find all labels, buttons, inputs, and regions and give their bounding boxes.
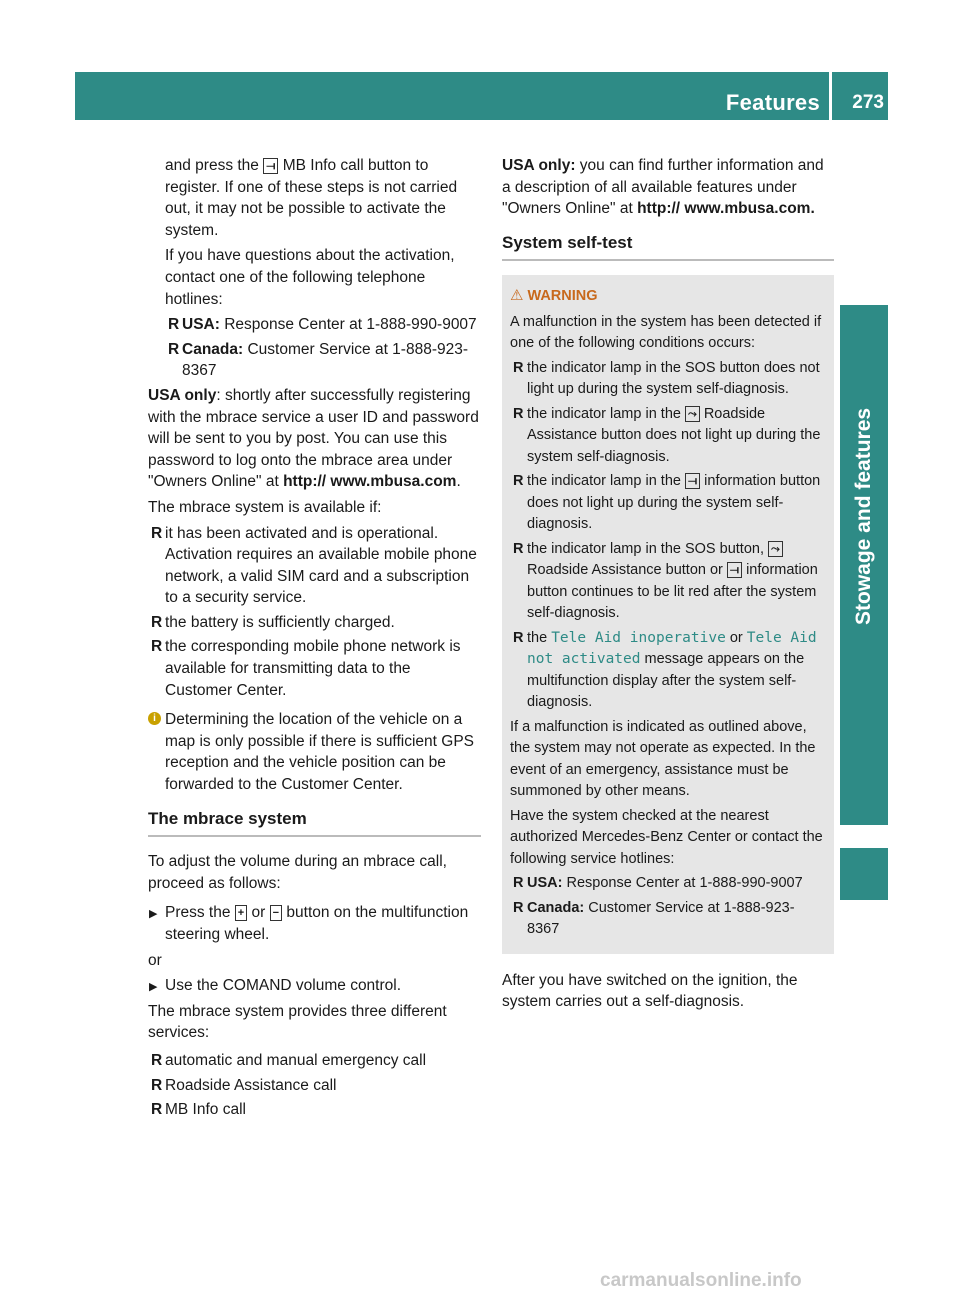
list-item: R the Tele Aid inoperative or Tele Aid not activated message appears on the multifunction display after the system self-diagnosis. (513, 629, 817, 711)
usa-only-paragraph: USA only: shortly after successfully registering with the mbrace service a user ID and password will be sent to you by post. You can use this password to log onto the mbrace area under "Owners Online" at http:// www.mbusa.com. (148, 386, 479, 491)
minus-button-icon: − (270, 905, 282, 921)
list-item: R the corresponding mobile phone network is available for transmitting data to the Customer Center. (151, 638, 461, 699)
usa-only-features: USA only: you can find further information and a description of all available features under "Owners Online" at http:// www.mbusa.com. (502, 157, 824, 218)
header-bar (75, 72, 888, 120)
info-note: i Determining the location of the vehicle on a map is only possible if there is sufficient GPS reception and the vehicle position can be forwarded to the Customer Center. (148, 709, 481, 795)
phone-button-icon: ⟞ (685, 473, 700, 489)
display-message: Tele Aid inoperative (551, 629, 726, 646)
list-item: R the indicator lamp in the ⟞ information button does not light up during the system self-diagnosis. (513, 473, 821, 533)
arrow-icon: ▶ (149, 981, 158, 994)
page-number: 273 (852, 92, 884, 113)
warning-checked-text: Have the system checked at the nearest authorized Mercedes-Benz Center or contact the following service hotlines: (510, 807, 823, 867)
list-item: R Canada: Customer Service at 1-888-923-8367 (513, 899, 795, 938)
list-item: R the indicator lamp in the ⤳ Roadside Assistance button does not light up during the system self-diagnosis. (513, 405, 821, 465)
list-item: R USA: Response Center at 1-888-990-9007 (513, 875, 803, 892)
roadside-button-icon: ⤳ (768, 541, 783, 557)
list-item: R MB Info call (151, 1101, 246, 1119)
or-text: or (148, 951, 162, 969)
header-divider (829, 72, 832, 120)
mbusa-link[interactable]: http:// www.mbusa.com. (637, 200, 815, 218)
hotline-intro: If you have questions about the activation, contact one of the following telephone hotlines: (165, 247, 455, 308)
warning-malfunction-text: If a malfunction is indicated as outlined above, the system may not operate as expected. In the event of an emergency, assistance must be summoned by other means. (510, 718, 816, 800)
available-intro: The mbrace system is available if: (148, 498, 382, 516)
phone-button-icon: ⟞ (727, 562, 742, 578)
list-item: R Canada: Customer Service at 1-888-923-8367 (168, 340, 469, 380)
self-diagnosis-text: After you have switched on the ignition, the system carries out a self-diagnosis. (502, 971, 798, 1011)
list-item: R automatic and manual emergency call (151, 1051, 427, 1069)
list-item: R the indicator lamp in the SOS button does not light up during the system self-diagnosis. (513, 359, 820, 398)
display-message: Tele Aid not activated (527, 629, 817, 668)
info-icon: i (148, 712, 161, 725)
step-item: ▶ Press the + or − button on the multifunction steering wheel. (149, 904, 469, 943)
list-item: R the indicator lamp in the SOS button, ⤳ Roadside Assistance button or ⟞ information button continues to be lit red after the system self-diagnosis. (513, 540, 818, 622)
chapter-tab (840, 848, 888, 900)
mbusa-link[interactable]: http:// www.mbusa.com (283, 473, 457, 491)
heading-mbrace-system: The mbrace system (148, 808, 481, 838)
list-item: R the battery is sufficiently charged. (151, 613, 395, 631)
right-column (502, 155, 834, 1017)
warning-box (502, 275, 834, 954)
activation-text: and press the ⟞ MB Info call button to register. If one of these steps is not carried out, it may not be possible to activate the system. (165, 157, 458, 239)
list-item: R USA: Response Center at 1-888-990-9007 (168, 316, 477, 334)
warning-header: ⚠ WARNING (510, 285, 826, 308)
step-item: ▶ Use the COMAND volume control. (148, 975, 481, 997)
arrow-icon: ▶ (149, 908, 158, 921)
chapter-title: Stowage and features (852, 407, 875, 625)
phone-button-icon: ⟞ (263, 158, 278, 174)
services-intro: The mbrace system provides three different services: (148, 1002, 447, 1042)
heading-system-self-test: System self-test (502, 232, 834, 262)
list-item: R Roadside Assistance call (151, 1076, 337, 1094)
warning-icon: ⚠ (510, 287, 524, 305)
roadside-button-icon: ⤳ (685, 406, 700, 422)
volume-intro: To adjust the volume during an mbrace call, proceed as follows: (148, 853, 447, 892)
section-title: Features (725, 90, 820, 115)
warning-intro: A malfunction in the system has been detected if one of the following conditions occurs: (510, 313, 822, 352)
plus-button-icon: + (235, 905, 247, 921)
list-item: R it has been activated and is operational. Activation requires an available mobile phone network, a valid SIM card and a subscription to a security service. (151, 524, 477, 607)
left-column (148, 155, 481, 1124)
watermark: carmanualsonline.info (600, 1270, 802, 1291)
